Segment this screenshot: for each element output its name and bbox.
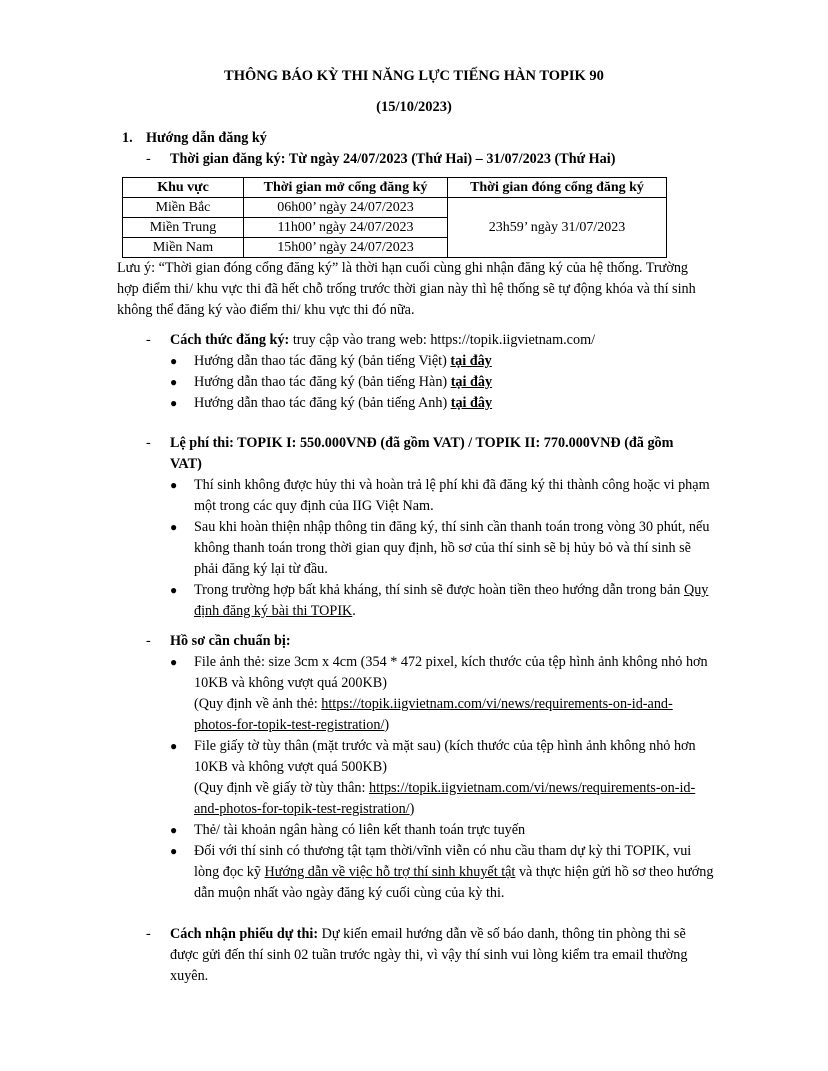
fee-line: VAT) — [170, 456, 202, 472]
docs-heading: Hồ sơ cần chuẩn bị: — [170, 633, 291, 649]
docs-line — [194, 716, 389, 735]
list-item-text: Hướng dẫn thao tác đăng ký (bản tiếng Hàn) — [194, 374, 451, 390]
fee-item-line: một trong các quy định của IIG Việt Nam. — [194, 498, 434, 514]
table-header: Thời gian đóng cổng đăng ký — [448, 178, 667, 198]
fee-line: Lệ phí thi: TOPIK I: 550.000VNĐ (đã gồm VAT) / TOPIK II: 770.000VNĐ (đã gồm — [170, 435, 674, 451]
id-requirements-link[interactable]: and-photos-for-topik-test-registration/ — [194, 801, 410, 817]
dash-marker: - — [146, 151, 151, 167]
list-item-text: Hướng dẫn thao tác đăng ký (bản tiếng Anh) — [194, 395, 451, 411]
docs-line: Đối với thí sinh có thương tật tạm thời/vĩnh viễn có nhu cầu tham dự kỳ thi TOPIK, vui — [194, 843, 692, 859]
guide-ko-link[interactable]: tại đây — [450, 374, 493, 390]
docs-line: File giấy tờ tùy thân (mặt trước và mặt sau) (kích thước của tệp hình ảnh không nhỏ hơn — [194, 738, 696, 754]
docs-text: và thực hiện gửi hồ sơ theo hướng — [515, 864, 714, 880]
docs-line: Thẻ/ tài khoản ngân hàng có liên kết thanh toán trực tuyến — [194, 822, 526, 838]
fee-item-line — [194, 581, 708, 600]
table-cell-region: Miền Bắc — [123, 198, 244, 218]
ticket-line: xuyên. — [170, 968, 209, 984]
docs-line: 10KB và không vượt quá 200KB) — [194, 675, 387, 691]
document-date: (15/10/2023) — [376, 99, 452, 115]
table-cell-region: Miền Nam — [123, 238, 244, 258]
bullet-icon: ● — [170, 583, 178, 597]
note-line: Lưu ý: “Thời gian đóng cổng đăng ký” là thời hạn cuối cùng ghi nhận đăng ký của hệ thống. Trường — [117, 260, 689, 276]
bullet-icon: ● — [170, 375, 178, 389]
docs-line — [194, 863, 713, 882]
fee-item-line: không thanh toán trong thời gian quy định, hồ sơ của thí sinh sẽ bị hủy bỏ và thí sinh sẽ — [194, 540, 691, 556]
how-label: Cách thức đăng ký: — [170, 332, 290, 348]
id-requirements-link[interactable]: https://topik.iigvietnam.com/vi/news/requirements-on-id- — [368, 780, 696, 796]
list-item-text: Hướng dẫn thao tác đăng ký (bản tiếng Việt) — [194, 353, 451, 369]
fee-item-line: phải đăng ký lại từ đầu. — [194, 561, 328, 577]
bullet-icon: ● — [170, 396, 178, 410]
list-item — [194, 373, 492, 392]
table-cell-close: 23h59’ ngày 31/07/2023 — [448, 198, 667, 258]
how-text: truy cập vào trang web: https://topik.iigvietnam.com/ — [289, 332, 596, 348]
docs-line: 10KB và không vượt quá 500KB) — [194, 759, 387, 775]
note-line: hợp điểm thi/ khu vực thi đã hết chỗ trống trước thời gian này thì hệ thống sẽ tự động khóa và thí sinh — [117, 281, 696, 297]
disability-support-link[interactable]: Hướng dẫn về việc hỗ trợ thí sinh khuyết tật — [264, 864, 516, 880]
how-to-register — [170, 331, 595, 350]
table-header: Khu vực — [123, 178, 244, 198]
registration-table — [122, 177, 667, 258]
bullet-icon: ● — [170, 354, 178, 368]
guide-en-link[interactable]: tại đây — [450, 395, 493, 411]
section-heading: Hướng dẫn đăng ký — [146, 130, 267, 146]
dash-marker: - — [146, 926, 151, 942]
docs-line — [194, 695, 673, 714]
fee-item-text: Trong trường hợp bất khả kháng, thí sinh sẽ được hoàn tiền theo hướng dẫn trong bản — [194, 582, 684, 598]
bullet-icon: ● — [170, 823, 178, 837]
dash-marker: - — [146, 332, 151, 348]
docs-line — [194, 779, 695, 798]
fee-item-line: Sau khi hoàn thiện nhập thông tin đăng ký, thí sinh cần thanh toán trong vòng 30 phút, nếu — [194, 519, 710, 535]
docs-text: (Quy định về ảnh thẻ: — [194, 696, 322, 712]
table-header: Thời gian mở cổng đăng ký — [244, 178, 448, 198]
docs-text: (Quy định về giấy tờ tùy thân: — [194, 780, 369, 796]
docs-text: ) — [384, 717, 390, 733]
table-cell-open: 15h00’ ngày 24/07/2023 — [244, 238, 448, 258]
list-item — [194, 352, 492, 371]
fee-item-line: Thí sinh không được hủy thi và hoàn trả lệ phí khi đã đăng ký thi thành công hoặc vi phạm — [194, 477, 710, 493]
bullet-icon: ● — [170, 655, 178, 669]
note-line: không thể đăng ký vào điểm thi/ khu vực thi đó nữa. — [117, 302, 415, 318]
fee-item-text: . — [352, 603, 356, 619]
registration-period: Thời gian đăng ký: Từ ngày 24/07/2023 (Thứ Hai) – 31/07/2023 (Thứ Hai) — [170, 151, 616, 167]
bullet-icon: ● — [170, 739, 178, 753]
guide-vi-link[interactable]: tại đây — [450, 353, 492, 369]
topik-rules-link[interactable]: định đăng ký bài thi TOPIK — [194, 603, 353, 619]
ticket-line — [170, 925, 686, 944]
docs-line: dẫn muộn nhất vào ngày đăng ký cuối cùng của kỳ thi. — [194, 885, 505, 901]
bullet-icon: ● — [170, 844, 178, 858]
ticket-text: Dự kiến email hướng dẫn về số báo danh, thông tin phòng thi sẽ — [318, 926, 686, 942]
docs-text: ) — [409, 801, 415, 817]
docs-line — [194, 800, 414, 819]
table-cell-open: 11h00’ ngày 24/07/2023 — [244, 218, 448, 238]
document-title: THÔNG BÁO KỲ THI NĂNG LỰC TIẾNG HÀN TOPIK 90 — [224, 68, 604, 84]
fee-item-line — [194, 602, 356, 621]
table-cell-open: 06h00’ ngày 24/07/2023 — [244, 198, 448, 218]
table-cell-region: Miền Trung — [123, 218, 244, 238]
ticket-label: Cách nhận phiếu dự thi: — [170, 926, 319, 942]
bullet-icon: ● — [170, 478, 178, 492]
section-number: 1. — [122, 130, 133, 146]
list-item — [194, 394, 492, 413]
dash-marker: - — [146, 435, 151, 451]
docs-line: File ảnh thẻ: size 3cm x 4cm (354 * 472 pixel, kích thước của tệp hình ảnh không nhỏ hơn — [194, 654, 708, 670]
photo-requirements-link[interactable]: photos-for-topik-test-registration/ — [194, 717, 385, 733]
docs-text: lòng đọc kỹ — [194, 864, 265, 880]
bullet-icon: ● — [170, 520, 178, 534]
topik-rules-link[interactable]: Quy — [683, 582, 709, 598]
photo-requirements-link[interactable]: https://topik.iigvietnam.com/vi/news/requirements-on-id-and- — [321, 696, 673, 712]
ticket-line: được gửi đến thí sinh 02 tuần trước ngày thi, vì vậy thí sinh vui lòng kiểm tra email thường — [170, 947, 688, 963]
table-row — [123, 198, 667, 218]
table-header-row — [123, 178, 667, 198]
dash-marker: - — [146, 633, 151, 649]
